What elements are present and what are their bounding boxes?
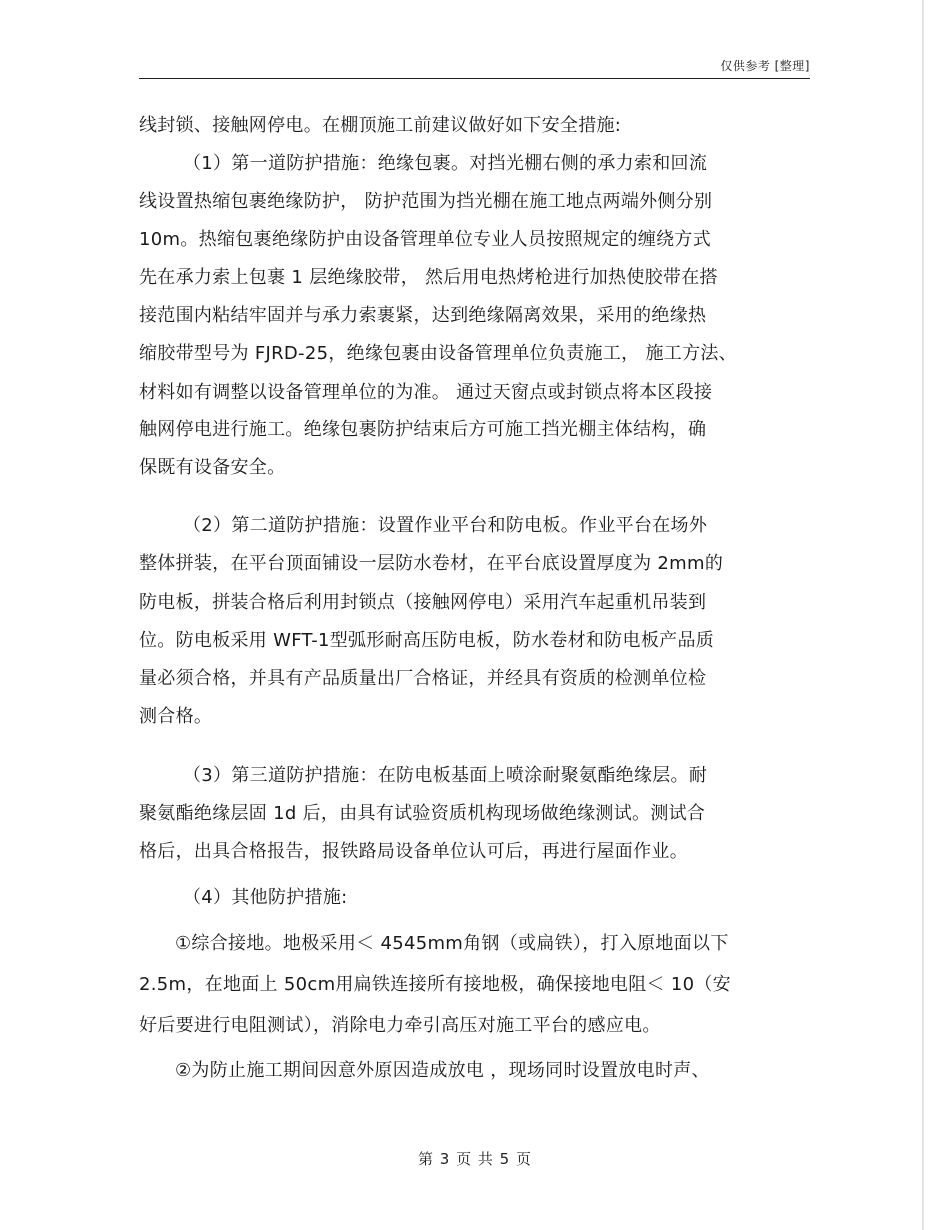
- text-line: （4）其他防护措施:: [183, 887, 348, 908]
- header-label: 仅供参考 [整理]: [720, 59, 810, 73]
- text-line: 保既有设备安全。: [139, 457, 286, 478]
- text-line: 整体拼装，在平台顶面铺设一层防水卷材，在平台底设置厚度为 2mm的: [139, 553, 724, 574]
- text-line: 2.5m，在地面上 50cm用扁铁连接所有接地极，确保接地电阻＜ 10（安: [139, 974, 731, 995]
- text-line: ②为防止施工期间因意外原因造成放电 ，现场同时设置放电时声、: [175, 1060, 710, 1081]
- text-line: 测合格。: [139, 706, 213, 727]
- text-line: （1）第一道防护措施：绝缘包裹。对挡光棚右侧的承力索和回流: [183, 153, 708, 174]
- text-line: 触网停电进行施工。绝缘包裹防护结束后方可施工挡光棚主体结构，确: [139, 419, 707, 440]
- page-edge: [922, 0, 924, 1230]
- document-body: [139, 113, 811, 1113]
- text-line: 量必须合格，并具有产品质量出厂合格证，并经具有资质的检测单位检: [139, 668, 707, 689]
- header-rule: [139, 78, 810, 79]
- text-line: ①综合接地。地极采用＜ 4545mm角钢（或扁铁），打入原地面以下: [175, 933, 729, 954]
- text-line: 好后要进行电阻测试），消除电力牵引高压对施工平台的感应电。: [139, 1015, 661, 1036]
- text-line: 材料如有调整以设备管理单位的为准。 通过天窗点或封锁点将本区段接: [139, 382, 713, 403]
- text-line: 位。防电板采用 WFT-1型弧形耐高压防电板，防水卷材和防电板产品质: [139, 630, 715, 651]
- text-line: 聚氨酯绝缘层固 1d 后，由具有试验资质机构现场做绝缘测试。测试合: [139, 803, 706, 824]
- text-line: 接范围内粘结牢固并与承力索裹紧，达到绝缘隔离效果，采用的绝缘热: [139, 305, 707, 326]
- text-line: 线封锁、接触网停电。在棚顶施工前建议做好如下安全措施:: [139, 115, 622, 136]
- page-footer: 第 3 页 共 5 页: [418, 1150, 532, 1168]
- text-line: 10m。热缩包裹绝缘防护由设备管理单位专业人员按照规定的缠绕方式: [139, 229, 712, 250]
- text-line: （3）第三道防护措施：在防电板基面上喷涂耐聚氨酯绝缘层。耐: [183, 765, 708, 786]
- text-line: 格后，出具合格报告，报铁路局设备单位认可后，再进行屋面作业。: [139, 841, 688, 862]
- text-line: 线设置热缩包裹绝缘防护， 防护范围为挡光棚在施工地点两端外侧分别: [139, 191, 713, 212]
- text-line: 缩胶带型号为 FJRD-25，绝缘包裹由设备管理单位负责施工， 施工方法、: [139, 343, 737, 364]
- text-line: 防电板，拼装合格后利用封锁点（接触网停电）采用汽车起重机吊装到: [139, 592, 707, 613]
- text-line: （2）第二道防护措施：设置作业平台和防电板。作业平台在场外: [183, 515, 708, 536]
- text-line: 先在承力索上包裹 1 层绝缘胶带， 然后用电热烤枪进行加热使胶带在搭: [139, 267, 718, 288]
